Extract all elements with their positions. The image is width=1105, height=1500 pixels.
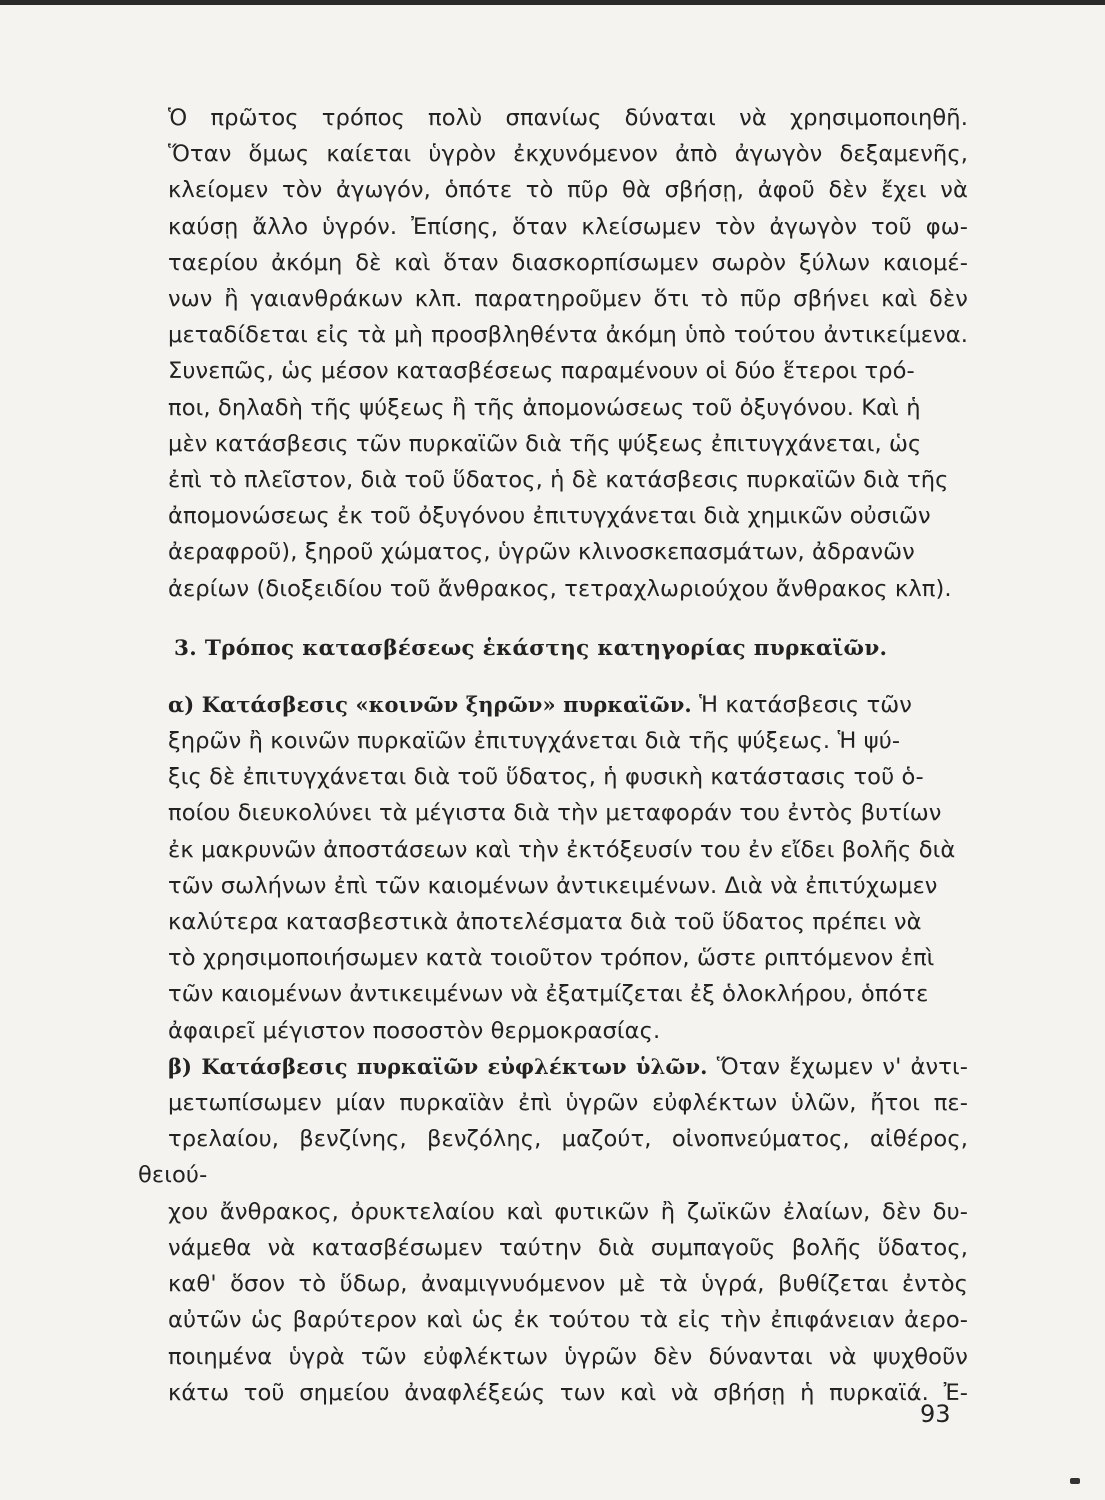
paragraph-2-line: ἀεραφροῦ), ξηροῦ χώματος, ὑγρῶν κλινοσκεπασμάτων, ἀδρανῶν	[168, 539, 915, 566]
subsection-b-line: κάτω τοῦ σημείου ἀναφλέξεώς των καὶ νὰ σβήσῃ ἡ πυρκαϊά. Ἐ-	[168, 1379, 968, 1406]
section-heading: 3. Τρόπος κατασβέσεως ἑκάστης κατηγορίας πυρκαϊῶν.	[174, 635, 888, 661]
subsection-a-first-line	[138, 687, 968, 723]
subsection-b-line: νάμεθα νὰ κατασβέσωμεν ταύτην διὰ συμπαγοῦς βολῆς ὕδατος,	[168, 1234, 968, 1261]
page-top-edge	[0, 0, 1105, 5]
paragraph-2-line: ἀερίων (διοξειδίου τοῦ ἄνθρακος, τετραχλωριούχου ἄνθρακος κλπ).	[168, 575, 952, 602]
paragraph-2-line: ἀπομονώσεως ἐκ τοῦ ὀξυγόνου ἐπιτυγχάνεται διὰ χημικῶν οὐσιῶν	[168, 503, 931, 530]
subsection-b-first-line-text: Ὅταν ἔχωμεν ν' ἀντι-	[716, 1053, 968, 1080]
paragraph-1	[138, 100, 968, 353]
paragraph-2-line: Συνεπῶς, ὡς μέσον κατασβέσεως παραμένουν οἱ δύο ἕτεροι τρό-	[168, 358, 915, 385]
subsection-b	[138, 1049, 968, 1411]
page-number: 93	[920, 1400, 951, 1428]
paragraph-2-line: ἐπὶ τὸ πλεῖστον, διὰ τοῦ ὕδατος, ἡ δὲ κατάσβεσις πυρκαϊῶν διὰ τῆς	[168, 467, 949, 494]
paragraph-1-line: Ὅταν ὅμως καίεται ὑγρὸν ἐκχυνόμενον ἀπὸ ἀγωγὸν δεξαμενῆς,	[168, 141, 968, 168]
subsection-a-line: ποίου διευκολύνει τὰ μέγιστα διὰ τὴν μεταφοράν του ἐντὸς βυτίων	[168, 800, 942, 827]
subsection-a-line: ἀφαιρεῖ μέγιστον ποσοστὸν θερμοκρασίας.	[168, 1017, 661, 1044]
subsection-b-line: αὐτῶν ὡς βαρύτερον καὶ ὡς ἐκ τούτου τὰ εἰς τὴν ἐπιφάνειαν ἀερο-	[168, 1307, 968, 1334]
subsection-a-line: ξηρῶν ἢ κοινῶν πυρκαϊῶν ἐπιτυγχάνεται διὰ τῆς ψύξεως. Ἡ ψύ-	[168, 728, 901, 755]
subsection-a-line: τὸ χρησιμοποιήσωμεν κατὰ τοιοῦτον τρόπον, ὥστε ριπτόμενον ἐπὶ	[168, 945, 935, 972]
paragraph-2-line: μὲν κατάσβεσις τῶν πυρκαϊῶν διὰ τῆς ψύξεως ἐπιτυγχάνεται, ὡς	[168, 430, 922, 457]
subsection-a-line: καλύτερα κατασβεστικὰ ἀποτελέσματα διὰ τοῦ ὕδατος πρέπει νὰ	[168, 909, 922, 936]
paragraph-1-line: ταερίου ἀκόμη δὲ καὶ ὅταν διασκορπίσωμεν σωρὸν ξύλων καιομέ-	[168, 249, 968, 276]
paragraph-1-line: μεταδίδεται εἰς τὰ μὴ προσβληθέντα ἀκόμη ὑπὸ τούτου ἀντικείμενα.	[168, 322, 968, 349]
subsection-a-heading: α) Κατάσβεσις «κοινῶν ξηρῶν» πυρκαϊῶν.	[168, 691, 692, 717]
subsection-b-line: χου ἄνθρακος, ὀρυκτελαίου καὶ φυτικῶν ἢ ζωϊκῶν ἐλαίων, δὲν δυ-	[168, 1198, 968, 1225]
page-body	[138, 100, 968, 1411]
subsection-a-first-line-text: Ἡ κατάσβεσις τῶν	[699, 691, 913, 718]
paragraph-2-line: ποι, δηλαδὴ τῆς ψύξεως ἢ τῆς ἀπομονώσεως τοῦ ὀξυγόνου. Καὶ ἡ	[168, 394, 921, 421]
scan-speck	[1070, 1478, 1080, 1484]
paragraph-1-line: νων ἢ γαιανθράκων κλπ. παρατηροῦμεν ὅτι τὸ πῦρ σβήνει καὶ δὲν	[168, 286, 968, 313]
paragraph-1-line: κλείομεν τὸν ἀγωγόν, ὁπότε τὸ πῦρ θὰ σβήσῃ, ἀφοῦ δὲν ἔχει νὰ	[168, 177, 968, 204]
subsection-a-line: τῶν σωλήνων ἐπὶ τῶν καιομένων ἀντικειμένων. Διὰ νὰ ἐπιτύχωμεν	[168, 872, 938, 899]
subsection-a	[138, 687, 968, 1049]
paragraph-1-line: καύσῃ ἄλλο ὑγρόν. Ἐπίσης, ὅταν κλείσωμεν τὸν ἀγωγὸν τοῦ φω-	[168, 213, 968, 240]
subsection-b-heading: β) Κατάσβεσις πυρκαϊῶν εὐφλέκτων ὑλῶν.	[168, 1053, 708, 1079]
subsection-b-line: ποιημένα ὑγρὰ τῶν εὐφλέκτων ὑγρῶν δὲν δύνανται νὰ ψυχθοῦν	[168, 1343, 968, 1370]
subsection-b-line: τρελαίου, βενζίνης, βενζόλης, μαζούτ, οἰνοπνεύματος, αἰθέρος, θειού-	[138, 1126, 968, 1189]
subsection-b-first-line	[138, 1049, 968, 1085]
paragraph-1-line: Ὁ πρῶτος τρόπος πολὺ σπανίως δύναται νὰ χρησιμοποιηθῆ.	[168, 105, 968, 131]
subsection-b-line: καθ' ὅσον τὸ ὕδωρ, ἀναμιγνυόμενον μὲ τὰ ὑγρά, βυθίζεται ἐντὸς	[168, 1271, 968, 1298]
subsection-a-line: ξις δὲ ἐπιτυγχάνεται διὰ τοῦ ὕδατος, ἡ φυσικὴ κατάστασις τοῦ ὁ-	[168, 764, 924, 791]
subsection-b-line: μετωπίσωμεν μίαν πυρκαϊὰν ἐπὶ ὑγρῶν εὐφλέκτων ὑλῶν, ἤτοι πε-	[168, 1090, 968, 1117]
spacer	[138, 667, 968, 687]
paragraph-2	[138, 353, 968, 606]
subsection-a-line: ἐκ μακρυνῶν ἀποστάσεων καὶ τὴν ἐκτόξευσίν του ἐν εἴδει βολῆς διὰ	[168, 836, 956, 863]
subsection-a-line: τῶν καιομένων ἀντικειμένων νὰ ἐξατμίζεται ἐξ ὁλοκλήρου, ὁπότε	[168, 981, 929, 1008]
